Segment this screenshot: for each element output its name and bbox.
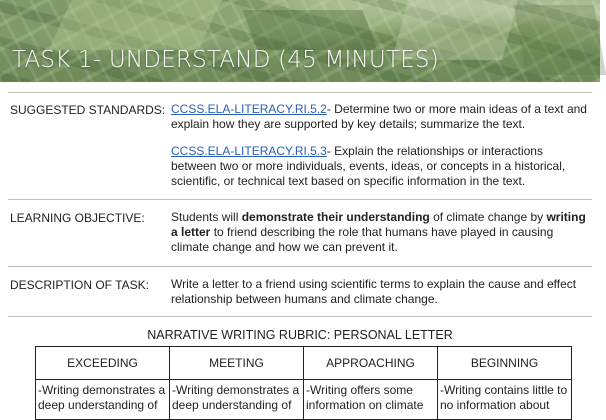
rubric-table <box>35 346 572 420</box>
divider <box>8 92 592 93</box>
rubric-cell-beginning: -Writing contains little to no information about <box>438 380 572 420</box>
rubric-title: NARRATIVE WRITING RUBRIC: PERSONAL LETTER <box>147 328 453 342</box>
rubric-cell-meeting: -Writing demonstrates a deep understanding of <box>170 380 304 420</box>
objective-emphasis: writing a letter <box>171 210 586 239</box>
page-title: TASK 1- UNDERSTAND (45 MINUTES) <box>12 47 439 73</box>
divider <box>8 316 592 317</box>
standard-description: - Explain the relationships or interactions between two or more individuals, events, ideas, or concepts in a historical, scientific, or technical text based on specific information in the text. <box>171 144 566 188</box>
rubric-header-meeting: MEETING <box>170 347 304 380</box>
section-label-objective: LEARNING OBJECTIVE: <box>10 211 145 225</box>
rubric-header-approaching: APPROACHING <box>304 347 438 380</box>
banner-field-2 <box>243 10 378 50</box>
standard-description: - Determine two or more main ideas of a text and explain how they are supported by key details; summarize the text. <box>171 102 587 131</box>
rubric-cell-approaching: -Writing offers some information on climate <box>304 380 438 420</box>
objective-part: Students will <box>171 210 242 224</box>
divider <box>8 199 592 200</box>
header-banner <box>0 0 600 82</box>
divider <box>8 266 592 267</box>
standard-link-ri-5-3[interactable]: CCSS.ELA-LITERACY.RI.5.3 <box>171 144 327 158</box>
rubric-cell-exceeding: -Writing demonstrates a deep understanding of <box>36 380 170 420</box>
rubric-header-beginning: BEGINNING <box>438 347 572 380</box>
banner-field-4 <box>514 5 606 75</box>
objective-part: to friend describing the role that humans have played in causing climate change and how we can prevent it. <box>171 225 554 254</box>
section-label-description: DESCRIPTION OF TASK: <box>10 278 149 292</box>
rubric-header-exceeding: EXCEEDING <box>36 347 170 380</box>
objective-text <box>171 210 591 255</box>
objective-part: of climate change by <box>429 210 547 224</box>
standard-link-ri-5-2[interactable]: CCSS.ELA-LITERACY.RI.5.2 <box>171 102 327 116</box>
rubric-row <box>36 380 572 420</box>
task-description: Write a letter to a friend using scientific terms to explain the cause and effect relationship between humans and climate change. <box>171 277 577 306</box>
standard-item-1 <box>171 102 591 132</box>
objective-emphasis: demonstrate their understanding <box>241 210 430 224</box>
standard-item-2 <box>171 144 591 189</box>
banner-field-1 <box>48 0 221 50</box>
section-label-standards: SUGGESTED STANDARDS: <box>10 103 166 117</box>
rubric-header-row <box>36 347 572 380</box>
